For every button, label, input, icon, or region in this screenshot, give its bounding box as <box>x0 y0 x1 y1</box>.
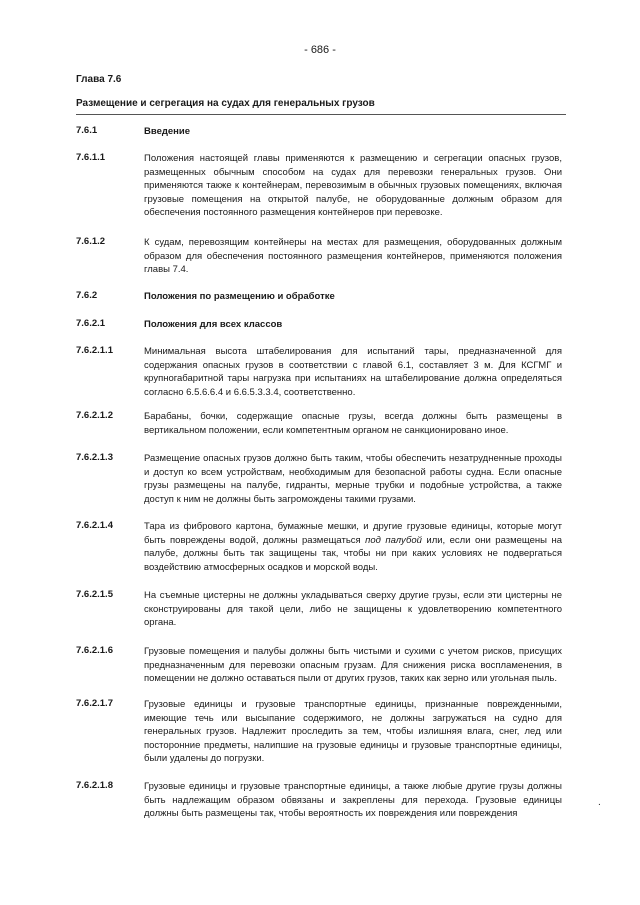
paragraph-text-part: или, если они размещены на палубе, должны быть так защищены так, чтобы ни при каких условиях не подвергаться воздействию атмосферных осадков и морской воды. <box>144 534 562 573</box>
paragraph-text: Положения настоящей главы применяются к размещению и сегрегации опасных грузов, размещенных обычным способом на судах для перевозки генеральных грузов. Они применяются также к контейнерам, перевозимым в обычных грузовых помещениях, включая грузовые помещения на открытой палубе, не оборудованные должным образом для обеспечения постоянного размещения контейнеров при перевозке. <box>144 153 562 219</box>
paragraph-text: Минимальная высота штабелирования для испытаний тары, предназначенной для содержания опасных грузов в соответствии с главой 6.1, составляет 3 м. Для КСГМГ и крупногабаритной тары нагрузка при испытаниях на штабелирование должна определяться согласно 6.5.6.6.4 и 6.6.5.3.3.4, соответственно. <box>144 346 562 398</box>
paragraph-number: 7.6.2.1.2 <box>76 410 113 421</box>
stray-mark: . <box>598 797 601 808</box>
section-title: Положения по размещению и обработке <box>144 291 335 302</box>
paragraph-number: 7.6.2.1.4 <box>76 520 113 531</box>
section-number: 7.6.2.1 <box>76 318 106 329</box>
paragraph-text: Грузовые единицы и грузовые транспортные единицы, а также любые другие грузы должны быть надлежащим образом обвязаны и закреплены для перехода. Грузовые единицы должны быть размещены так, чтобы вероятность их повреждения или повреждения <box>144 781 562 820</box>
paragraph-number: 7.6.2.1.6 <box>76 645 113 656</box>
paragraph-text: Грузовые помещения и палубы должны быть чистыми и сухими с учетом рисков, присущих предназначенным для перевозки опасным грузам. Для снижения риска воспламенения, в помещении не должно оставаться пыли от других грузов, таких как зерно или угольная пыль. <box>144 646 562 685</box>
paragraph-number: 7.6.2.1.8 <box>76 780 113 791</box>
paragraph-number: 7.6.1.1 <box>76 152 106 163</box>
section-number: 7.6.2 <box>76 290 98 301</box>
paragraph-number: 7.6.2.1.7 <box>76 698 113 709</box>
paragraph-text: К судам, перевозящим контейнеры на местах для размещения, оборудованных должным образом для обеспечения постоянного размещения контейнеров, применяются положения главы 7.4. <box>144 237 562 276</box>
paragraph-text-part: Тара из фибрового картона, бумажные мешки, и другие грузовые единицы, которые могут быть повреждены водой, должны размещаться <box>144 521 562 546</box>
paragraph-number: 7.6.2.1.1 <box>76 345 113 356</box>
section-title: Введение <box>144 126 191 137</box>
section-title: Положения для всех классов <box>144 319 283 330</box>
paragraph-number: 7.6.1.2 <box>76 236 106 247</box>
paragraph-text: Грузовые единицы и грузовые транспортные единицы, признанные поврежденными, имеющие течь или высыпание содержимого, не должны загружаться на судно для генеральных грузов. Надлежит проследить за тем, чтобы излишняя влага, снег, лед или посторонние предметы, налипшие на грузовые единицы и грузовые транспортные единицы, были удалены до погрузки. <box>144 699 562 765</box>
paragraph-text: На съемные цистерны не должны укладываться сверху другие грузы, если эти цистерны не сконструированы для такой цели, либо не защищены к удовлетворению компетентного органа. <box>144 590 562 629</box>
paragraph-text: Барабаны, бочки, содержащие опасные грузы, всегда должны быть размещены в вертикальном положении, если компетентным органом не санкционировано иное. <box>144 411 562 436</box>
chapter-title: Размещение и сегрегация на судах для генеральных грузов <box>76 98 566 115</box>
paragraph-text <box>144 520 562 574</box>
paragraph-number: 7.6.2.1.5 <box>76 589 113 600</box>
paragraph-number: 7.6.2.1.3 <box>76 452 113 463</box>
paragraph-text-italic: под палубой <box>365 534 422 546</box>
chapter-label: Глава 7.6 <box>76 74 122 85</box>
paragraph-text: Размещение опасных грузов должно быть таким, чтобы обеспечить незатрудненные проходы и доступ ко всем устройствам, необходимым для безопасной работы судна. Если опасные грузы размещены на палубе, гидранты, мерные трубки и подобные устройства, а также доступ к ним не должны быть загромождены такими грузами. <box>144 453 562 505</box>
section-number: 7.6.1 <box>76 125 98 136</box>
page-number: - 686 - <box>304 44 336 56</box>
